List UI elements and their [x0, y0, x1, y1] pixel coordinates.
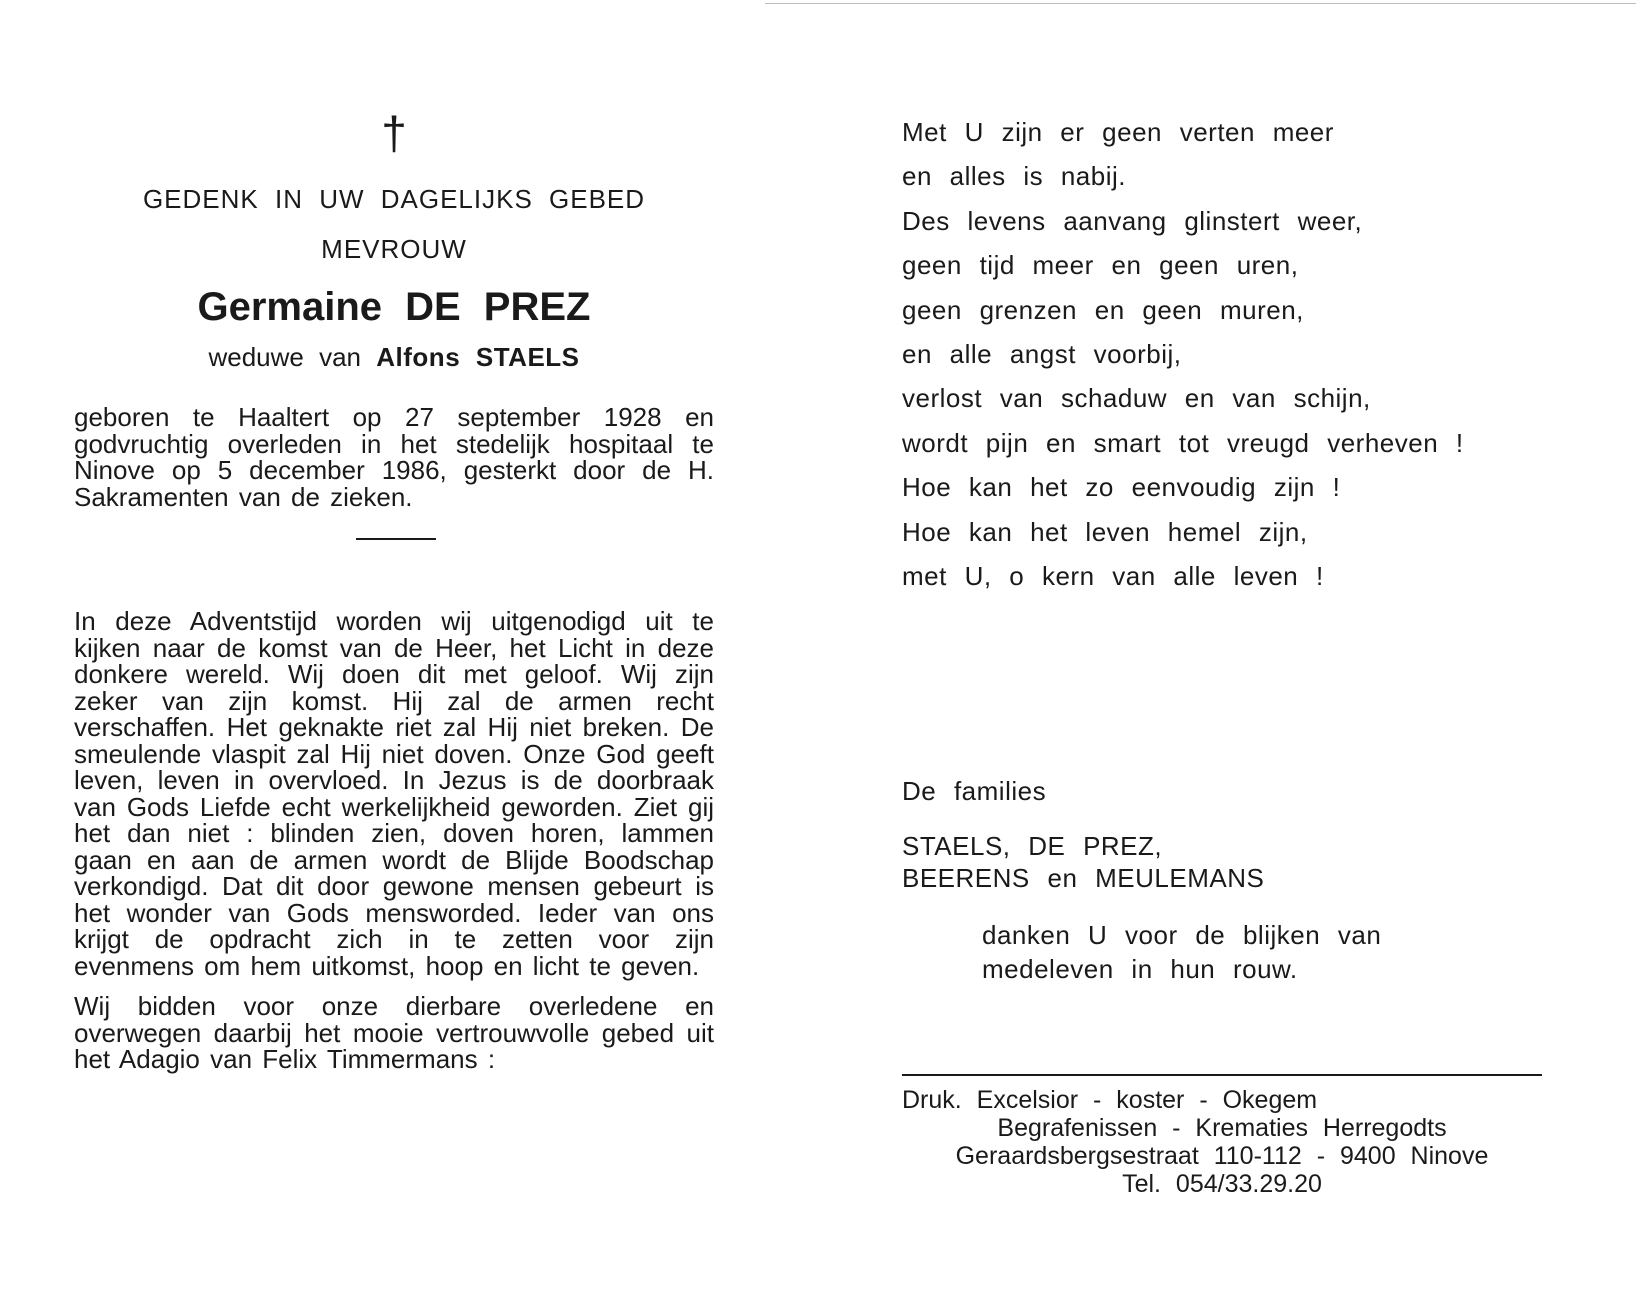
printer-line: Tel. 054/33.29.20 [1122, 1170, 1322, 1199]
left-page [74, 107, 714, 1074]
poem-line: en alle angst voorbij, [902, 339, 1182, 370]
poem-line: verlost van schaduw en van schijn, [902, 383, 1371, 414]
widow-prefix: weduwe van [208, 342, 362, 372]
poem-line: Hoe kan het zo eenvoudig zijn ! [902, 472, 1341, 503]
poem-line: en alles is nabij. [902, 161, 1126, 192]
poem-line: met U, o kern van alle leven ! [902, 561, 1324, 592]
cross-icon: † [381, 107, 407, 159]
title-mevrouw: MEVROUW [321, 234, 467, 264]
advent-paragraph: In deze Adventstijd worden wij uitgenodigd uit te kijken naar de komst van de Heer, het Licht in deze donkere wereld. Wij doen dit met geloof. Wij zijn zeker van zijn komst. Hij zal de armen recht verschaffen. Het geknakte riet zal Hij niet breken. De smeulende vlaspit zal Hij niet doven. Onze God geeft leven, leven in overvloed. In Jezus is de doorbraak van Gods Liefde echt werkelijkheid geworden. Ziet gij het dan niet : blinden zien, doven horen, lammen gaan en aan de armen wordt de Blijde Boodschap verkondigd. Dat dit door gewone mensen gebeurt is het wonder van Gods mensworded. Ieder van ons krijgt de opdracht zich in te zetten voor zijn evenmens om hem uitkomst, hoop en licht te geven. [74, 606, 714, 981]
poem-line: Hoe kan het leven hemel zijn, [902, 516, 1308, 547]
poem-line: geen tijd meer en geen uren, [902, 250, 1299, 281]
printer-line: Geraardsbergsestraat 110-112 - 9400 Ninove [955, 1142, 1489, 1171]
poem-line: Met U zijn er geen verten meer [902, 117, 1334, 147]
families-label: De families [902, 776, 1047, 807]
remembrance-heading: GEDENK IN UW DAGELIJKS GEBED [142, 184, 646, 214]
printer-divider [902, 1074, 1542, 1076]
deceased-name: Germaine DE PREZ [197, 285, 591, 329]
poem [902, 110, 1582, 598]
section-divider [356, 538, 436, 540]
printer-line: Begrafenissen - Krematies Herregodts [997, 1114, 1447, 1143]
thanks-text [982, 918, 1582, 986]
poem-line: Des levens aanvang glinstert weer, [902, 205, 1363, 236]
poem-line: geen grenzen en geen muren, [902, 294, 1304, 325]
thanks-line: medeleven in hun rouw. [982, 954, 1298, 985]
printer-line: Druk. Excelsior - koster - Okegem [902, 1086, 1318, 1115]
top-edge-rule [765, 3, 1636, 4]
birth-death-paragraph: geboren te Haaltert op 27 september 1928 en godvruchtig overleden in het stedelijk hospitaal te Ninove op 5 december 1986, gesterkt door de H. Sakramenten van de zieken. [74, 402, 714, 512]
family-line: STAELS, DE PREZ, [902, 831, 1163, 862]
prayer-paragraph: Wij bidden voor onze dierbare overledene en overwegen daarbij het mooie vertrouwvolle gebed uit het Adagio van Felix Timmermans : [74, 991, 714, 1074]
family-names [902, 830, 1582, 894]
right-page [902, 110, 1582, 1198]
thanks-line: danken U voor de blijken van [982, 920, 1382, 951]
spouse-name: Alfons STAELS [376, 342, 580, 372]
family-line: BEERENS en MEULEMANS [902, 863, 1265, 894]
printer-info [902, 1086, 1542, 1198]
widow-line [74, 342, 714, 372]
poem-line: wordt pijn en smart tot vreugd verheven ! [902, 427, 1464, 458]
